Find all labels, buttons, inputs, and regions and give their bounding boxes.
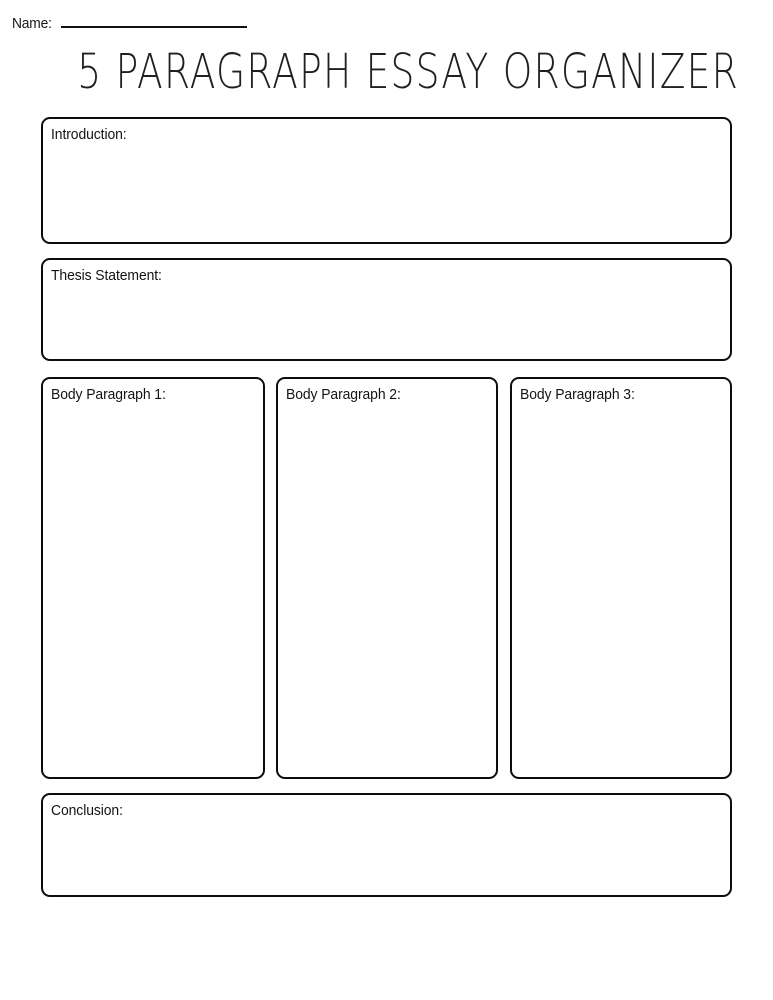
conclusion-box[interactable]: [41, 793, 732, 897]
introduction-label: Introduction:: [51, 126, 127, 143]
body-paragraph-3-box[interactable]: [510, 377, 732, 779]
body-paragraph-2-box[interactable]: [276, 377, 498, 779]
name-write-in-line[interactable]: [61, 26, 247, 28]
introduction-box[interactable]: [41, 117, 732, 244]
body-paragraph-1-box[interactable]: [41, 377, 265, 779]
name-field-label: Name:: [12, 15, 52, 32]
body-paragraph-3-label: Body Paragraph 3:: [520, 386, 635, 403]
page-title: 5 PARAGRAPH ESSAY ORGANIZER: [77, 43, 739, 101]
name-field-row: [12, 15, 247, 37]
thesis-statement-label: Thesis Statement:: [51, 267, 162, 284]
body-paragraph-1-label: Body Paragraph 1:: [51, 386, 166, 403]
body-paragraph-2-label: Body Paragraph 2:: [286, 386, 401, 403]
thesis-statement-box[interactable]: [41, 258, 732, 361]
conclusion-label: Conclusion:: [51, 802, 123, 819]
